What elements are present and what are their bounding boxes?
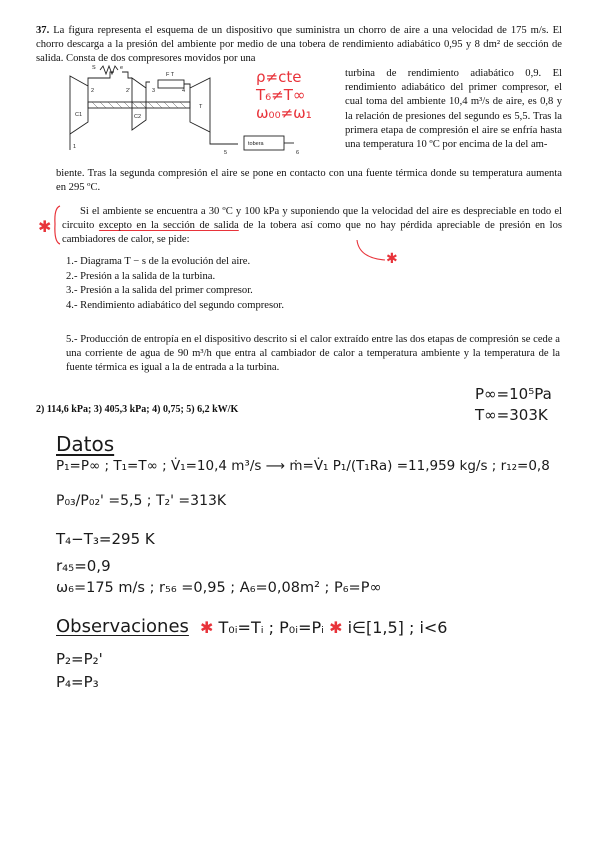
obs-line-2: P₄=P₃	[56, 673, 99, 691]
intro-bottom-text: biente. Tras la segunda compresión el aire se pone en contacto con una fuente térmica donde su temperatura aumenta en 295 ºC.	[56, 168, 562, 194]
datos-line-1: P₁=P∞ ; T₁=T∞ ; V̇₁=10,4 m³/s ⟶ ṁ=V̇₁ P₁/(T₁Ra) =11,959 kg/s ; r₁₂=0,8	[56, 458, 550, 474]
obs-line-1: P₂=P₂'	[56, 650, 103, 668]
label-n5: 5	[224, 150, 228, 156]
observaciones-title: Observaciones	[56, 616, 189, 637]
label-n2p: 2'	[126, 88, 131, 94]
obs-star-2: ✱	[329, 618, 343, 637]
red-star-margin: ✱	[38, 217, 52, 236]
question-item: 4.- Rendimiento adiabático del segundo compresor.	[66, 299, 284, 311]
label-c1: C1	[75, 112, 83, 118]
datos-line-5: ω₆=175 m/s ; r₅₆ =0,95 ; A₆=0,08m² ; P₆=P∞	[56, 580, 382, 596]
label-e: e	[120, 65, 124, 71]
label-t: T	[199, 104, 203, 110]
label-n4: 4	[182, 88, 186, 94]
question-item: 2.- Presión a la salida de la turbina.	[66, 270, 216, 282]
red-notes	[256, 68, 312, 122]
label-s: S	[92, 65, 96, 71]
label-ft: F T	[166, 72, 175, 78]
question-item-5: 5.- Producción de entropía en el dispositivo descrito si el calor extraído entre las dos etapas de compresión se cede a una corriente de agua de 90 m³/h que entra al cambiador de calor a temperatura ambiente y la temperatura de la fuente térmica es igual a la de entrada a la turbina.	[66, 334, 560, 374]
p2-tail: se pide:	[154, 234, 190, 246]
label-c2: C2	[134, 114, 142, 120]
hand-pinf: P∞=10⁵Pa	[475, 385, 552, 403]
label-n2: 2	[91, 88, 95, 94]
p2-start: Si el ambiente se encuentra a 30 ºC y 100 kPa y suponiendo que la velocidad del aire es despreciable en todo el circuito	[62, 206, 562, 232]
compressor-c1-shape	[70, 76, 88, 134]
obs-star-1: ✱	[200, 618, 214, 637]
obs-rest: T₀ᵢ=Tᵢ ; P₀ᵢ=Pᵢ	[218, 618, 324, 637]
problem-intro-top	[36, 24, 562, 67]
red-note-rho: ρ≠cte	[256, 68, 302, 86]
answers: 2) 114,6 kPa; 3) 405,3 kPa; 4) 0,75; 5) 6,2 kW/K	[36, 404, 239, 415]
label-n1: 1	[73, 144, 77, 150]
datos-line-3: T₄−T₃=295 K	[56, 530, 155, 548]
label-n6: 6	[296, 150, 300, 156]
datos-line-2: P₀₃/P₀₂' =5,5 ; T₂' =313K	[56, 493, 227, 509]
question-item: 3.- Presión a la salida del primer compresor.	[66, 285, 253, 296]
red-star-arrow: ✱	[386, 251, 398, 267]
paragraph-conditions	[62, 205, 562, 248]
intro-top-text: La figura representa el esquema de un dispositivo que suministra un chorro de aire a una velocidad de 175 m/s. El chorro descarga a la presión del ambiente por medio de una tobera de rendimiento adiabático 0,95 y 8 dm² de sección de salida. Consta de dos compresores movidos por una	[36, 25, 562, 65]
label-tobera: tobera	[248, 141, 264, 147]
question-list	[66, 255, 546, 313]
label-n3: 3	[152, 88, 156, 94]
datos-title: Datos	[56, 432, 115, 456]
observaciones-note	[200, 618, 447, 637]
red-bracket	[52, 204, 62, 246]
obs-range: i∈[1,5] ; i<6	[347, 618, 448, 637]
intro-right-text: turbina de rendimiento adiabático 0,9. El rendimiento adiabático del primer compresor, el cual toma del ambiente 10,4 m³/s de aire, es 0,8 y la relación de presiones del segundo es 5,5. Tras la primera etapa de compresión el aire se enfría hasta una temperatura 10 ºC por encima de la del am-	[345, 68, 562, 151]
p2-end: de la tobera así como que no hay pérdida apreciable de presión en los cambiadores de calor,	[62, 220, 562, 246]
hand-tinf: T∞=303K	[475, 406, 548, 424]
red-note-t6: T₆≠T∞	[256, 86, 306, 104]
p2-underlined: excepto en la sección de salida	[98, 220, 239, 232]
red-note-omega: ω₀₀≠ω₁	[256, 104, 312, 122]
datos-line-4: r₄₅=0,9	[56, 557, 111, 575]
problem-number: 37.	[36, 25, 50, 36]
question-item: 1.- Diagrama T − s de la evolución del aire.	[66, 256, 251, 267]
